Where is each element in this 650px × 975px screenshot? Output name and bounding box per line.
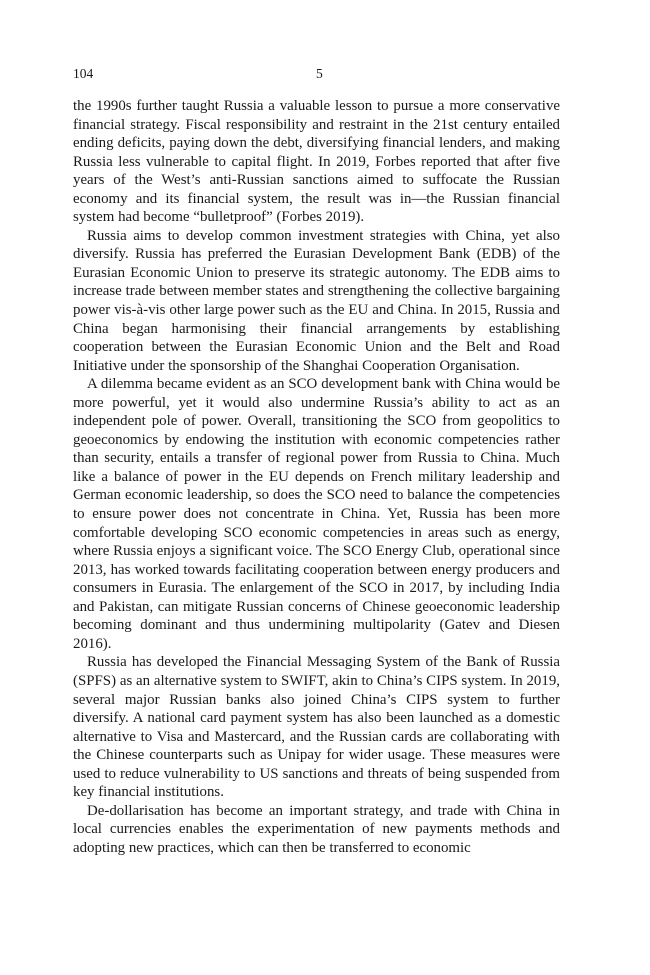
running-header <box>73 66 560 86</box>
paragraph-4: Russia has developed the Financial Messaging System of the Bank of Russia (SPFS) as an alternative system to SWIFT, akin to China’s CIPS system. In 2019, several major Russian banks also joined China’s CIPS system to further diversify. A national card payment system has also been launched as a domestic alternative to Visa and Mastercard, and the Russian cards are collaborating with the Chinese counterparts such as Unipay for wider usage. These measures were used to reduce vulnerability to US sanctions and threats of being suspended from key financial institutions. <box>73 654 560 801</box>
body-text <box>73 97 560 857</box>
paragraph-1: the 1990s further taught Russia a valuable lesson to pursue a more conservative financial strategy. Fiscal responsibility and restraint in the 21st century entailed ending deficits, paying down the debt, diversifying financial lenders, and making Russia less vulnerable to capital flight. In 2019, Forbes reported that after five years of the West’s anti-Russian sanctions aimed to suffocate the Russian economy and its financial system, the result was in—the Russian financial system had become “bulletproof” (Forbes 2019). <box>73 98 560 226</box>
paragraph-2: Russia aims to develop common investment strategies with China, yet also diversify. Russia has preferred the Eurasian Development Bank (EDB) of the Eurasian Economic Union to preserve its strategic autonomy. The EDB aims to increase trade between member states and strengthening the collective bargaining power vis-à-vis other large power such as the EU and China. In 2015, Russia and China began harmonising their financial arrangements by establishing cooperation between the Eurasian Economic Union and the Belt and Road Initiative under the sponsorship of the Shanghai Cooperation Organisation. <box>73 227 560 374</box>
book-page <box>73 0 560 975</box>
chapter-number: 5 <box>316 66 323 81</box>
paragraph-3: A dilemma became evident as an SCO development bank with China would be more powerful, yet it would also undermine Russia’s ability to act as an independent pole of power. Overall, transitioning the SCO from geopolitics to geoeconomics by endowing the institution with economic competencies rather than security, entails a transfer of regional power from Russia to China. Much like a balance of power in the EU depends on French military leadership and German economic leadership, so does the SCO need to balance the competencies to ensure power does not concentrate in China. Yet, Russia has been more comfortable developing SCO economic competencies in areas such as energy, where Russia enjoys a significant voice. The SCO Energy Club, operational since 2013, has worked towards facilitating cooperation between energy producers and consumers in Eurasia. The enlargement of the SCO in 2017, by including India and Pakistan, can mitigate Russian concerns of Chinese geoeconomic leadership becoming dominant and thus undermining multipolarity (Gatev and Diesen 2016). <box>73 376 560 652</box>
page-number: 104 <box>73 66 94 81</box>
paragraph-5: De-dollarisation has become an important strategy, and trade with China in local currencies enables the experimentation of new payments methods and adopting new practices, which can then be transferred to economic <box>73 802 560 856</box>
